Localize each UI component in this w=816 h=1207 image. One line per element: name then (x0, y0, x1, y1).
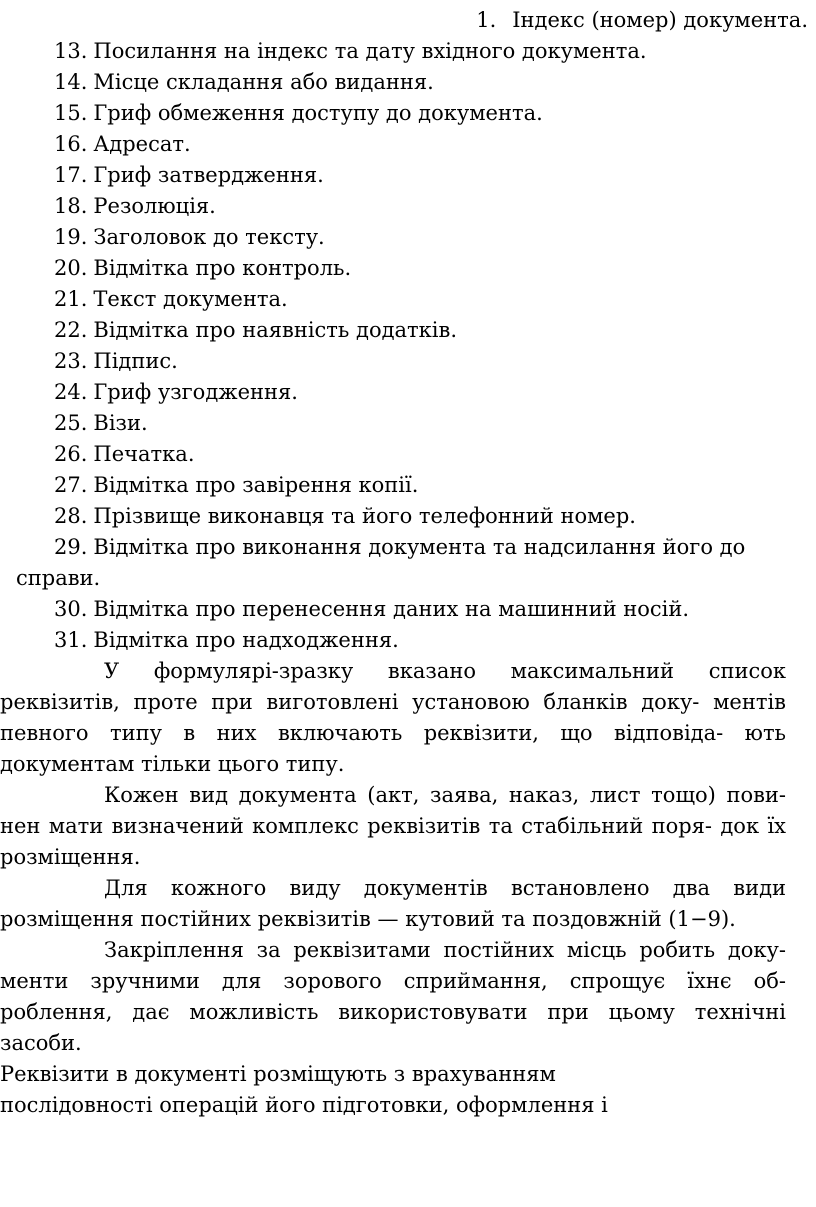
list-item-number: 24. (54, 380, 88, 404)
final-line: Реквізити в документі розміщують з врахуванням (0, 1062, 556, 1086)
requisites-list (0, 36, 786, 656)
list-item-text: Резолюція. (93, 194, 216, 218)
list-item-text: Відмітка про надходження. (93, 628, 399, 652)
list-item (0, 160, 786, 191)
list-item-number: 18. (54, 194, 88, 218)
list-item-number: 20. (54, 256, 88, 280)
list-item (0, 408, 786, 439)
list-item-text: Посилання на індекс та дату вхідного документа. (93, 39, 647, 63)
list-item-number: 17. (54, 163, 88, 187)
list-item (0, 594, 786, 625)
list-item-text: Прізвище виконавця та його телефонний номер. (93, 504, 636, 528)
list-item-text: Відмітка про наявність додатків. (93, 318, 457, 342)
list-item (0, 253, 786, 284)
list-item-text: Адресат. (93, 132, 191, 156)
list-item-text: Відмітка про перенесення даних на машинний носій. (93, 597, 690, 621)
list-item-text: Текст документа. (93, 287, 288, 311)
list-item-text: Візи. (93, 411, 148, 435)
list-item (0, 67, 786, 98)
list-item-number: 25. (54, 411, 88, 435)
list-item (0, 191, 786, 222)
list-item-number: 30. (54, 597, 88, 621)
list-item (0, 346, 786, 377)
list-item (0, 377, 786, 408)
list-item (0, 625, 786, 656)
list-item-text: Відмітка про завірення копії. (93, 473, 419, 497)
list-item-number: 15. (54, 101, 88, 125)
list-item (0, 470, 786, 501)
list-item-number: 26. (54, 442, 88, 466)
list-item-text: Печатка. (93, 442, 195, 466)
list-item-text: Гриф обмеження доступу до документа. (93, 101, 543, 125)
list-item (0, 284, 786, 315)
list-item-number: 1. (476, 8, 497, 32)
list-item-text: Місце складання або видання. (93, 70, 434, 94)
list-item (0, 98, 786, 129)
list-item-number: 27. (54, 473, 88, 497)
list-item (0, 501, 786, 532)
body-paragraph: Для кожного виду документів встановлено два види розміщення постійних реквізитів — кутовий та поздовжній (1−9). (0, 876, 786, 931)
list-item-number: 19. (54, 225, 88, 249)
list-item-1 (0, 0, 808, 36)
body-paragraph: Закріплення за реквізитами постійних місць робить доку- менти зручними для зорового сприймання, спрощує їхнє об- роблення, дає можливість використовувати при цьому технічні засоби. (0, 938, 786, 1055)
list-item-text: Гриф затвердження. (93, 163, 324, 187)
list-item-number: 23. (54, 349, 88, 373)
list-item-number: 16. (54, 132, 88, 156)
list-item-number: 14. (54, 70, 88, 94)
list-item-number: 13. (54, 39, 88, 63)
list-item-text: Гриф узгодження. (93, 380, 298, 404)
list-item (0, 129, 786, 160)
list-item-number: 31. (54, 628, 88, 652)
list-item-text: Відмітка про контроль. (93, 256, 352, 280)
list-item (0, 439, 786, 470)
list-item-number: 22. (54, 318, 88, 342)
list-item-text: Відмітка про виконання документа та надсилання його до справи. (16, 535, 746, 590)
list-item-number: 21. (54, 287, 88, 311)
list-item-text: Заголовок до тексту. (93, 225, 325, 249)
list-item-text: Індекс (номер) документа. (512, 8, 808, 32)
list-item-text: Підпис. (93, 349, 178, 373)
list-item-number: 28. (54, 504, 88, 528)
list-item (0, 222, 786, 253)
body-paragraph: Кожен вид документа (акт, заява, наказ, лист тощо) пови- нен мати визначений комплекс реквізитів та стабільний поря- док їх розміщення. (0, 783, 786, 869)
body-paragraph: У формулярі-зразку вказано максимальний список реквізитів, проте при виготовлені установою бланків доку- ментів певного типу в них включають реквізити, що відповіда- ють документам тільки цього типу. (0, 659, 786, 776)
list-item-number: 29. (54, 535, 88, 559)
final-line: послідовності операцій його підготовки, оформлення і (0, 1093, 608, 1117)
list-item (0, 36, 786, 67)
list-item (0, 532, 786, 594)
list-item (0, 315, 786, 346)
